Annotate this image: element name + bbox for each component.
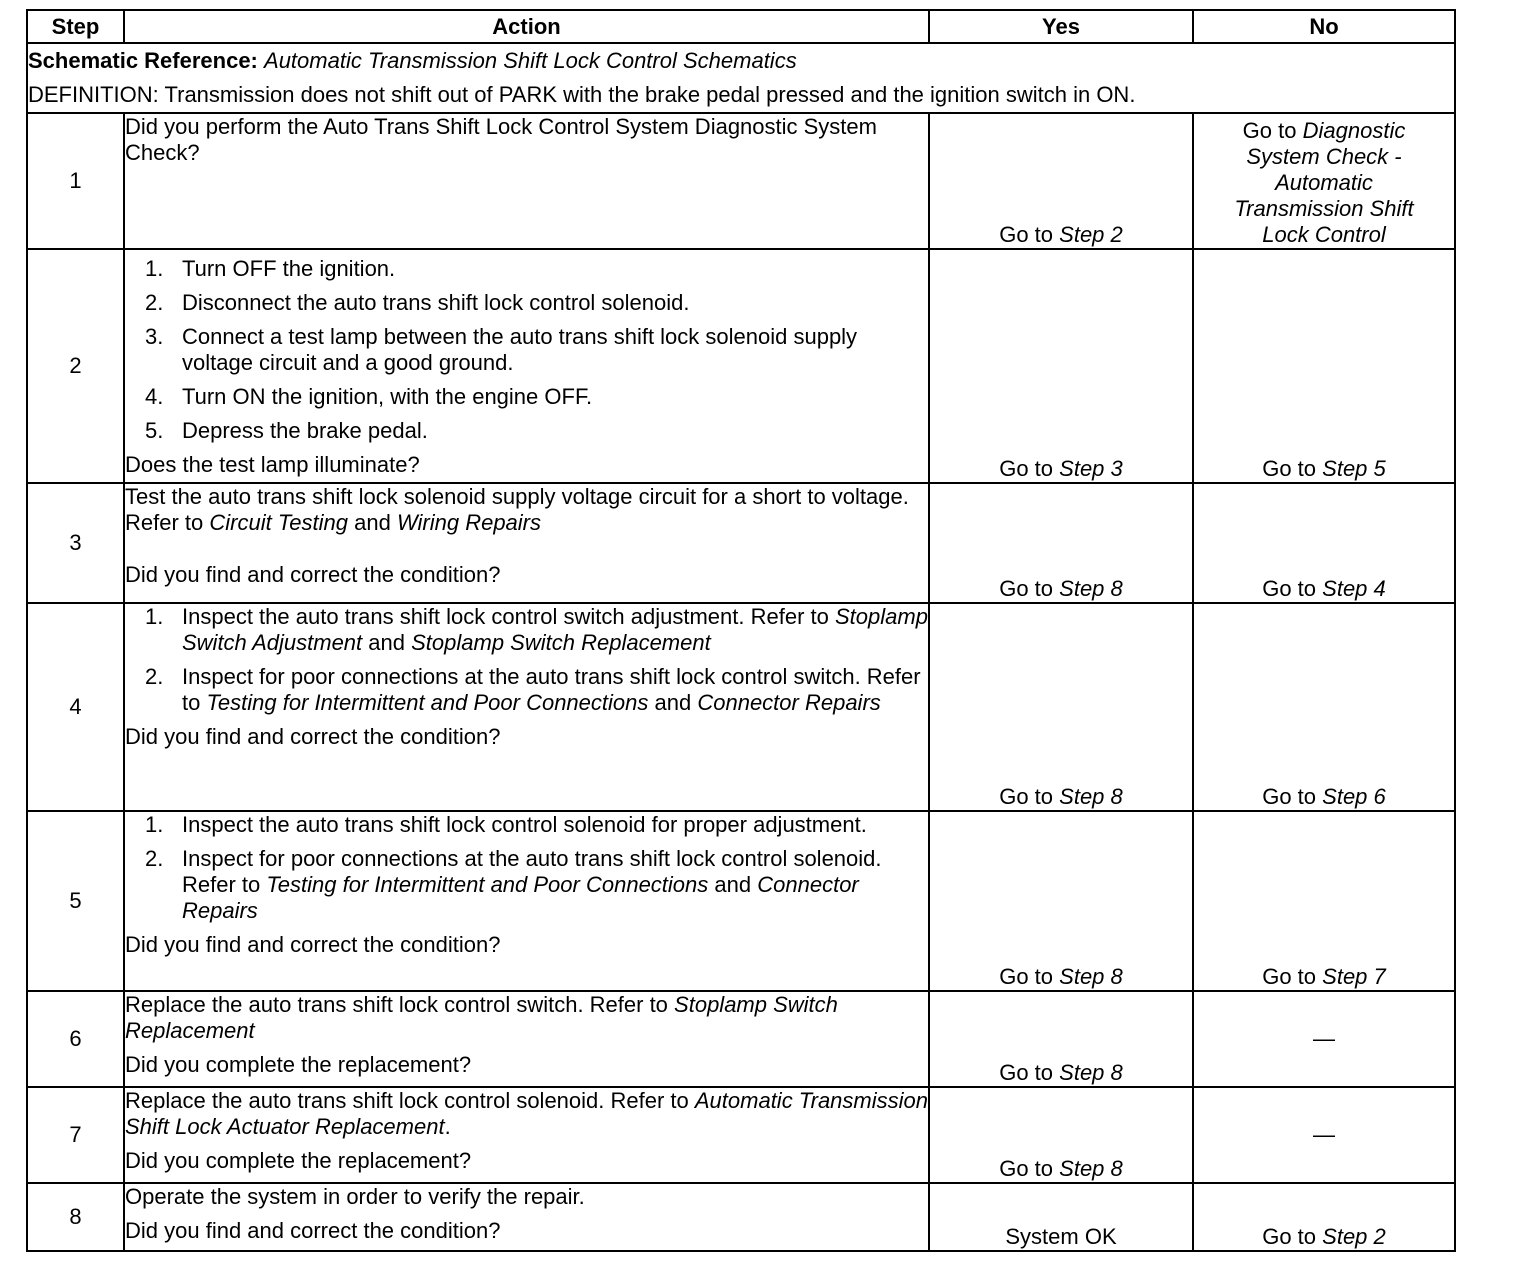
- action-cell: [124, 1087, 929, 1183]
- instruction: Replace the auto trans shift lock control solenoid. Refer to Automatic Transmission Shift Lock Actuator Replacement.: [125, 1088, 928, 1139]
- schematic-reference: [27, 43, 1455, 113]
- reference-link[interactable]: Connector Repairs: [182, 872, 859, 923]
- question: Did you complete the replacement?: [125, 1052, 472, 1077]
- no-link[interactable]: Step 2: [1322, 1224, 1386, 1249]
- question: Did you find and correct the condition?: [125, 932, 501, 957]
- step-number: 6: [27, 991, 124, 1087]
- table-row: [27, 1087, 1455, 1183]
- reference-link[interactable]: Connector Repairs: [697, 690, 881, 715]
- no-link-line[interactable]: Lock Control: [1262, 222, 1386, 247]
- instruction-list: [125, 604, 928, 716]
- action-cell: [124, 249, 929, 483]
- no-link-line[interactable]: Transmission Shift: [1234, 196, 1414, 221]
- action-cell: [124, 1183, 929, 1251]
- reference-link[interactable]: Automatic Transmission Shift Lock Actuator Replacement: [125, 1088, 928, 1139]
- yes-link[interactable]: Step 8: [1059, 1156, 1123, 1181]
- step-number: 4: [27, 603, 124, 811]
- header-step: Step: [27, 10, 124, 43]
- yes-cell: Go to Step 3: [929, 249, 1193, 483]
- yes-cell: Go to Step 8: [929, 603, 1193, 811]
- no-cell: Go to Step 6: [1193, 603, 1455, 811]
- action-cell: [124, 991, 929, 1087]
- yes-link[interactable]: Step 3: [1059, 456, 1123, 481]
- yes-cell: Go to Step 8: [929, 811, 1193, 991]
- instruction: Operate the system in order to verify the repair.: [125, 1184, 585, 1209]
- action-cell: [124, 483, 929, 603]
- diagnostic-table: [26, 9, 1456, 1252]
- yes-cell: Go to Step 8: [929, 1087, 1193, 1183]
- reference-link[interactable]: Testing for Intermittent and Poor Connections: [206, 690, 649, 715]
- no-link[interactable]: Step 7: [1322, 964, 1386, 989]
- table-row: [27, 113, 1455, 249]
- question: Did you complete the replacement?: [125, 1148, 472, 1173]
- yes-link[interactable]: Step 8: [1059, 784, 1123, 809]
- list-item: 5. Depress the brake pedal.: [145, 418, 428, 443]
- yes-link[interactable]: Step 8: [1059, 964, 1123, 989]
- table-row: [27, 991, 1455, 1087]
- header-yes: Yes: [929, 10, 1193, 43]
- yes-cell: Go to Step 8: [929, 483, 1193, 603]
- yes-link[interactable]: Step 2: [1059, 222, 1123, 247]
- instruction-list: [125, 256, 928, 444]
- yes-cell: System OK: [929, 1183, 1193, 1251]
- list-item: 2. Inspect for poor connections at the auto trans shift lock control solenoid. Refer to Testing for Intermittent and Poor Connections and Connector Repairs: [145, 846, 882, 923]
- no-link-line[interactable]: Diagnostic: [1302, 118, 1406, 143]
- header-no: No: [1193, 10, 1455, 43]
- list-item: 3. Connect a test lamp between the auto trans shift lock solenoid supply voltage circuit and a good ground.: [145, 324, 858, 375]
- list-item: 4. Turn ON the ignition, with the engine OFF.: [145, 384, 593, 409]
- table-row: [27, 811, 1455, 991]
- list-item: 1. Inspect the auto trans shift lock control switch adjustment. Refer to Stoplamp Switch Adjustment and Stoplamp Switch Replacement: [145, 604, 928, 655]
- no-cell: Go to Diagnostic System Check - Automatic Transmission Shift Lock Control: [1193, 113, 1455, 249]
- header-row: [27, 10, 1455, 43]
- instruction: Replace the auto trans shift lock control switch. Refer to Stoplamp Switch Replacement: [125, 992, 838, 1043]
- step-number: 3: [27, 483, 124, 603]
- question: Did you perform the Auto Trans Shift Lock Control System Diagnostic System Check?: [125, 114, 877, 165]
- reference-link[interactable]: Stoplamp Switch Replacement: [125, 992, 838, 1043]
- table-row: [27, 249, 1455, 483]
- reference-link[interactable]: Testing for Intermittent and Poor Connections: [266, 872, 709, 897]
- step-number: 2: [27, 249, 124, 483]
- list-item: 1. Inspect the auto trans shift lock control solenoid for proper adjustment.: [145, 812, 867, 837]
- reference-link[interactable]: Wiring Repairs: [396, 510, 542, 535]
- definition: DEFINITION: Transmission does not shift out of PARK with the brake pedal pressed and the ignition switch in ON.: [28, 82, 1136, 107]
- reference-row: [27, 43, 1455, 113]
- step-number: 7: [27, 1087, 124, 1183]
- action-cell: [124, 811, 929, 991]
- instruction-list: [125, 812, 928, 924]
- table-row: [27, 603, 1455, 811]
- no-cell: Go to Step 2: [1193, 1183, 1455, 1251]
- step-number: 8: [27, 1183, 124, 1251]
- action-cell: [124, 113, 929, 249]
- no-link[interactable]: Step 4: [1322, 576, 1386, 601]
- list-item: 2. Inspect for poor connections at the auto trans shift lock control switch. Refer to Testing for Intermittent and Poor Connections and Connector Repairs: [145, 664, 921, 715]
- yes-link[interactable]: Step 8: [1059, 576, 1123, 601]
- step-number: 1: [27, 113, 124, 249]
- list-item: 1. Turn OFF the ignition.: [145, 256, 396, 281]
- header-action: Action: [124, 10, 929, 43]
- question: Did you find and correct the condition?: [125, 724, 501, 749]
- reference-link[interactable]: Circuit Testing: [209, 510, 348, 535]
- list-item: 2. Disconnect the auto trans shift lock control solenoid.: [145, 290, 690, 315]
- no-cell: —: [1193, 991, 1455, 1087]
- no-cell: Go to Step 4: [1193, 483, 1455, 603]
- no-link-line[interactable]: Automatic: [1275, 170, 1373, 195]
- yes-link[interactable]: Step 8: [1059, 1060, 1123, 1085]
- no-link-line[interactable]: System Check -: [1246, 144, 1402, 169]
- instruction: Test the auto trans shift lock solenoid supply voltage circuit for a short to voltage. Refer to Circuit Testing and Wiring Repairs: [125, 484, 909, 535]
- reference-link[interactable]: Automatic Transmission Shift Lock Control Schematics: [264, 48, 797, 73]
- step-number: 5: [27, 811, 124, 991]
- no-link[interactable]: Step 5: [1322, 456, 1386, 481]
- question: Does the test lamp illuminate?: [125, 452, 420, 477]
- no-link[interactable]: Step 6: [1322, 784, 1386, 809]
- action-cell: [124, 603, 929, 811]
- reference-link[interactable]: Stoplamp Switch Replacement: [411, 630, 711, 655]
- no-cell: Go to Step 5: [1193, 249, 1455, 483]
- yes-cell: Go to Step 2: [929, 113, 1193, 249]
- question: Did you find and correct the condition?: [125, 562, 501, 587]
- no-cell: Go to Step 7: [1193, 811, 1455, 991]
- no-cell: —: [1193, 1087, 1455, 1183]
- reference-label: Schematic Reference:: [28, 48, 258, 73]
- table-row: [27, 1183, 1455, 1251]
- yes-cell: Go to Step 8: [929, 991, 1193, 1087]
- table-row: [27, 483, 1455, 603]
- reference-link[interactable]: Stoplamp Switch Adjustment: [182, 604, 928, 655]
- question: Did you find and correct the condition?: [125, 1218, 501, 1243]
